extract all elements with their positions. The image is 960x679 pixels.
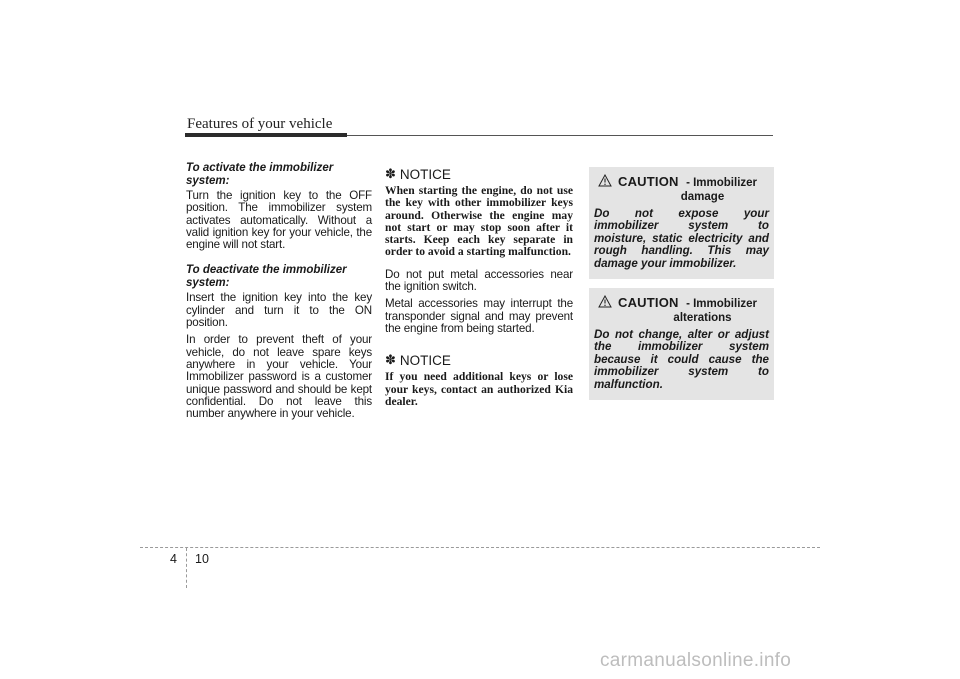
caution-1-text: Do not expose your immobilizer system to moisture, static electricity and rough handling. This may damage your immobilizer. xyxy=(594,207,769,270)
activate-text: Turn the ignition key to the OFF position. The immobilizer system activates automatically. Without a valid ignition key for your vehicle, the engine will not start. xyxy=(186,189,372,252)
caution-box-alterations xyxy=(589,288,774,400)
section-title: Features of your vehicle xyxy=(187,116,333,132)
warning-triangle-icon xyxy=(598,174,612,187)
caution-2-word: CAUTION xyxy=(618,295,679,311)
deactivate-text-2: In order to prevent theft of your vehicle, do not leave spare keys anywhere in your vehicle. Your Immobilizer password is a customer unique password and should be kept confidential. Do not leave this number anywhere in your vehicle. xyxy=(186,333,372,421)
caution-1-subtitle-2: damage xyxy=(680,191,725,203)
caution-2-subtitle-2: alterations xyxy=(673,312,732,325)
notice-2-label: NOTICE xyxy=(399,352,451,368)
notice-1-title xyxy=(385,166,573,182)
notice-2-body: If you need additional keys or lose your keys, contact an authorized Kia dealer. xyxy=(385,370,573,408)
caution-1-word: CAUTION xyxy=(618,174,679,189)
metal-accessories-para-1: Do not put metal accessories near the ignition switch. xyxy=(385,267,573,294)
footer-vertical-rule xyxy=(186,548,187,588)
caution-1-header xyxy=(594,173,769,204)
caution-2-header xyxy=(594,294,769,325)
notice-1-label: NOTICE xyxy=(399,166,451,182)
header-rule-thick xyxy=(185,133,347,137)
caution-box-damage xyxy=(589,167,774,279)
notice-1-body: When starting the engine, do not use the key with other immobilizer keys around. Otherwise the engine may not start or may stop soon after it starts. Keep each key separate in order to avoid a starting malfunction. xyxy=(385,184,573,259)
header-rule-thin xyxy=(347,135,773,136)
notice-star-icon: ✽ xyxy=(385,352,396,368)
footer-dashed-rule xyxy=(140,547,820,548)
page-number: 10 xyxy=(195,552,209,566)
watermark: carmanualsonline.info xyxy=(600,650,792,671)
warning-triangle-icon xyxy=(598,295,612,308)
notice-star-icon: ✽ xyxy=(385,166,396,181)
notice-2-title xyxy=(385,352,573,368)
metal-accessories-para-2: Metal accessories may interrupt the transponder signal and may prevent the engine from being started. xyxy=(385,297,573,335)
column-left xyxy=(186,162,372,425)
deactivate-text-1: Insert the ignition key into the key cylinder and turn it to the ON position. xyxy=(186,291,372,330)
deactivate-heading: To deactivate the immobilizer system: xyxy=(186,264,347,289)
activate-heading: To activate the immobilizer system: xyxy=(186,162,334,187)
column-middle xyxy=(385,162,573,418)
caution-2-subtitle: - Immobilizer xyxy=(686,298,758,311)
section-number: 4 xyxy=(170,552,177,566)
caution-2-text: Do not change, alter or adjust the immobilizer system because it could cause the immobilizer system to malfunction. xyxy=(594,328,769,391)
column-right xyxy=(589,167,774,404)
caution-1-subtitle: - Immobilizer xyxy=(686,177,758,189)
